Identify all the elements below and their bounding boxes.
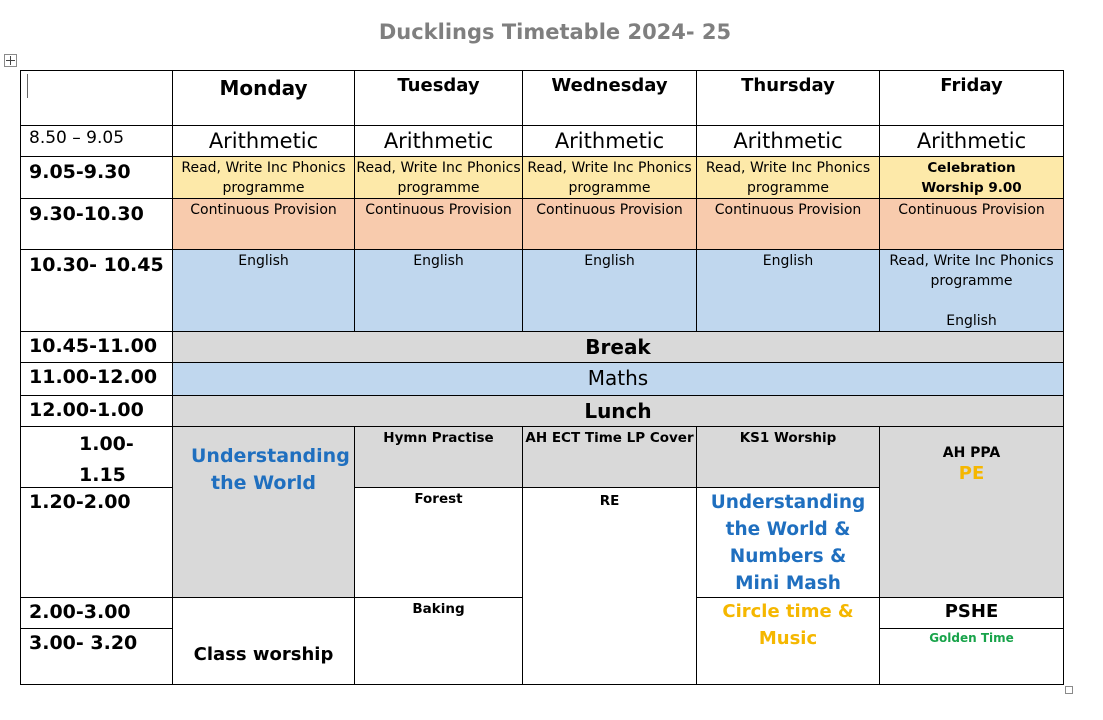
class-worship-monday-cell bbox=[172, 597, 355, 685]
re-wednesday: RE bbox=[522, 487, 697, 685]
arithmetic-thursday: Arithmetic bbox=[696, 125, 880, 157]
understanding-numbers-thursday: Understanding the World & Numbers & Mini Mash bbox=[710, 492, 866, 594]
day-header-tuesday: Tuesday bbox=[354, 70, 523, 126]
golden-time-friday: Golden Time bbox=[879, 628, 1064, 685]
phonics-monday: Read, Write Inc Phonics programme bbox=[172, 156, 355, 199]
thursday-circle-cell bbox=[696, 597, 880, 685]
continuous-provision-tuesday: Continuous Provision bbox=[354, 198, 523, 250]
monday-understanding-cell bbox=[172, 426, 355, 598]
continuous-provision-thursday: Continuous Provision bbox=[696, 198, 880, 250]
time-cell: 2.00-3.00 bbox=[20, 597, 173, 629]
celebration-worship-friday: Celebration Worship 9.00 bbox=[879, 156, 1064, 199]
continuous-provision-wednesday: Continuous Provision bbox=[522, 198, 697, 250]
friday-1030-cell bbox=[879, 249, 1064, 332]
day-header-friday: Friday bbox=[879, 70, 1064, 126]
table-move-handle-icon[interactable] bbox=[4, 54, 17, 67]
phonics-friday: Read, Write Inc Phonics programme bbox=[889, 253, 1054, 289]
break-cell: Break bbox=[172, 331, 1064, 363]
lunch-cell: Lunch bbox=[172, 395, 1064, 427]
time-cell: 8.50 – 9.05 bbox=[20, 125, 173, 157]
time-cell: 9.30-10.30 bbox=[20, 198, 173, 250]
thursday-understanding-cell bbox=[696, 487, 880, 598]
time-cell: 3.00- 3.20 bbox=[20, 628, 173, 685]
english-friday: English bbox=[946, 313, 997, 329]
time-cell: 9.05-9.30 bbox=[20, 156, 173, 199]
phonics-tuesday: Read, Write Inc Phonics programme bbox=[354, 156, 523, 199]
arithmetic-monday: Arithmetic bbox=[172, 125, 355, 157]
pe-friday: PE bbox=[958, 463, 985, 484]
table-resize-handle-icon[interactable] bbox=[1065, 686, 1073, 694]
phonics-wednesday: Read, Write Inc Phonics programme bbox=[522, 156, 697, 199]
arithmetic-tuesday: Arithmetic bbox=[354, 125, 523, 157]
baking-tuesday: Baking bbox=[354, 597, 523, 685]
time-cell: 10.30- 10.45 bbox=[20, 249, 173, 332]
time-cell: 1.20-2.00 bbox=[20, 487, 173, 598]
ah-ppa-friday: AH PPA bbox=[942, 445, 1001, 461]
maths-cell: Maths bbox=[172, 362, 1064, 396]
day-header-thursday: Thursday bbox=[696, 70, 880, 126]
arithmetic-friday: Arithmetic bbox=[879, 125, 1064, 157]
time-cell: 11.00-12.00 bbox=[20, 362, 173, 396]
understanding-the-world-monday: Understanding the World bbox=[191, 445, 350, 494]
time-cell: 10.45-11.00 bbox=[20, 331, 173, 363]
phonics-thursday: Read, Write Inc Phonics programme bbox=[696, 156, 880, 199]
time-cell: 1.00- 1.15 bbox=[20, 426, 173, 488]
friday-ppa-cell bbox=[879, 426, 1064, 598]
class-worship-monday: Class worship bbox=[193, 644, 334, 665]
arithmetic-wednesday: Arithmetic bbox=[522, 125, 697, 157]
time-cell: 12.00-1.00 bbox=[20, 395, 173, 427]
continuous-provision-friday: Continuous Provision bbox=[879, 198, 1064, 250]
page-title: Ducklings Timetable 2024- 25 bbox=[378, 20, 732, 44]
pshe-friday: PSHE bbox=[879, 597, 1064, 629]
day-header-monday: Monday bbox=[172, 70, 355, 126]
english-monday: English bbox=[172, 249, 355, 332]
header-corner-cell[interactable] bbox=[20, 70, 173, 126]
ect-time-wednesday: AH ECT Time LP Cover bbox=[522, 426, 697, 488]
english-thursday: English bbox=[696, 249, 880, 332]
text-cursor bbox=[27, 74, 28, 98]
day-header-wednesday: Wednesday bbox=[522, 70, 697, 126]
english-tuesday: English bbox=[354, 249, 523, 332]
forest-tuesday: Forest bbox=[354, 487, 523, 598]
english-wednesday: English bbox=[522, 249, 697, 332]
hymn-practise-tuesday: Hymn Practise bbox=[354, 426, 523, 488]
continuous-provision-monday: Continuous Provision bbox=[172, 198, 355, 250]
circle-time-music-thursday: Circle time & Music bbox=[722, 601, 854, 649]
ks1-worship-thursday: KS1 Worship bbox=[696, 426, 880, 488]
